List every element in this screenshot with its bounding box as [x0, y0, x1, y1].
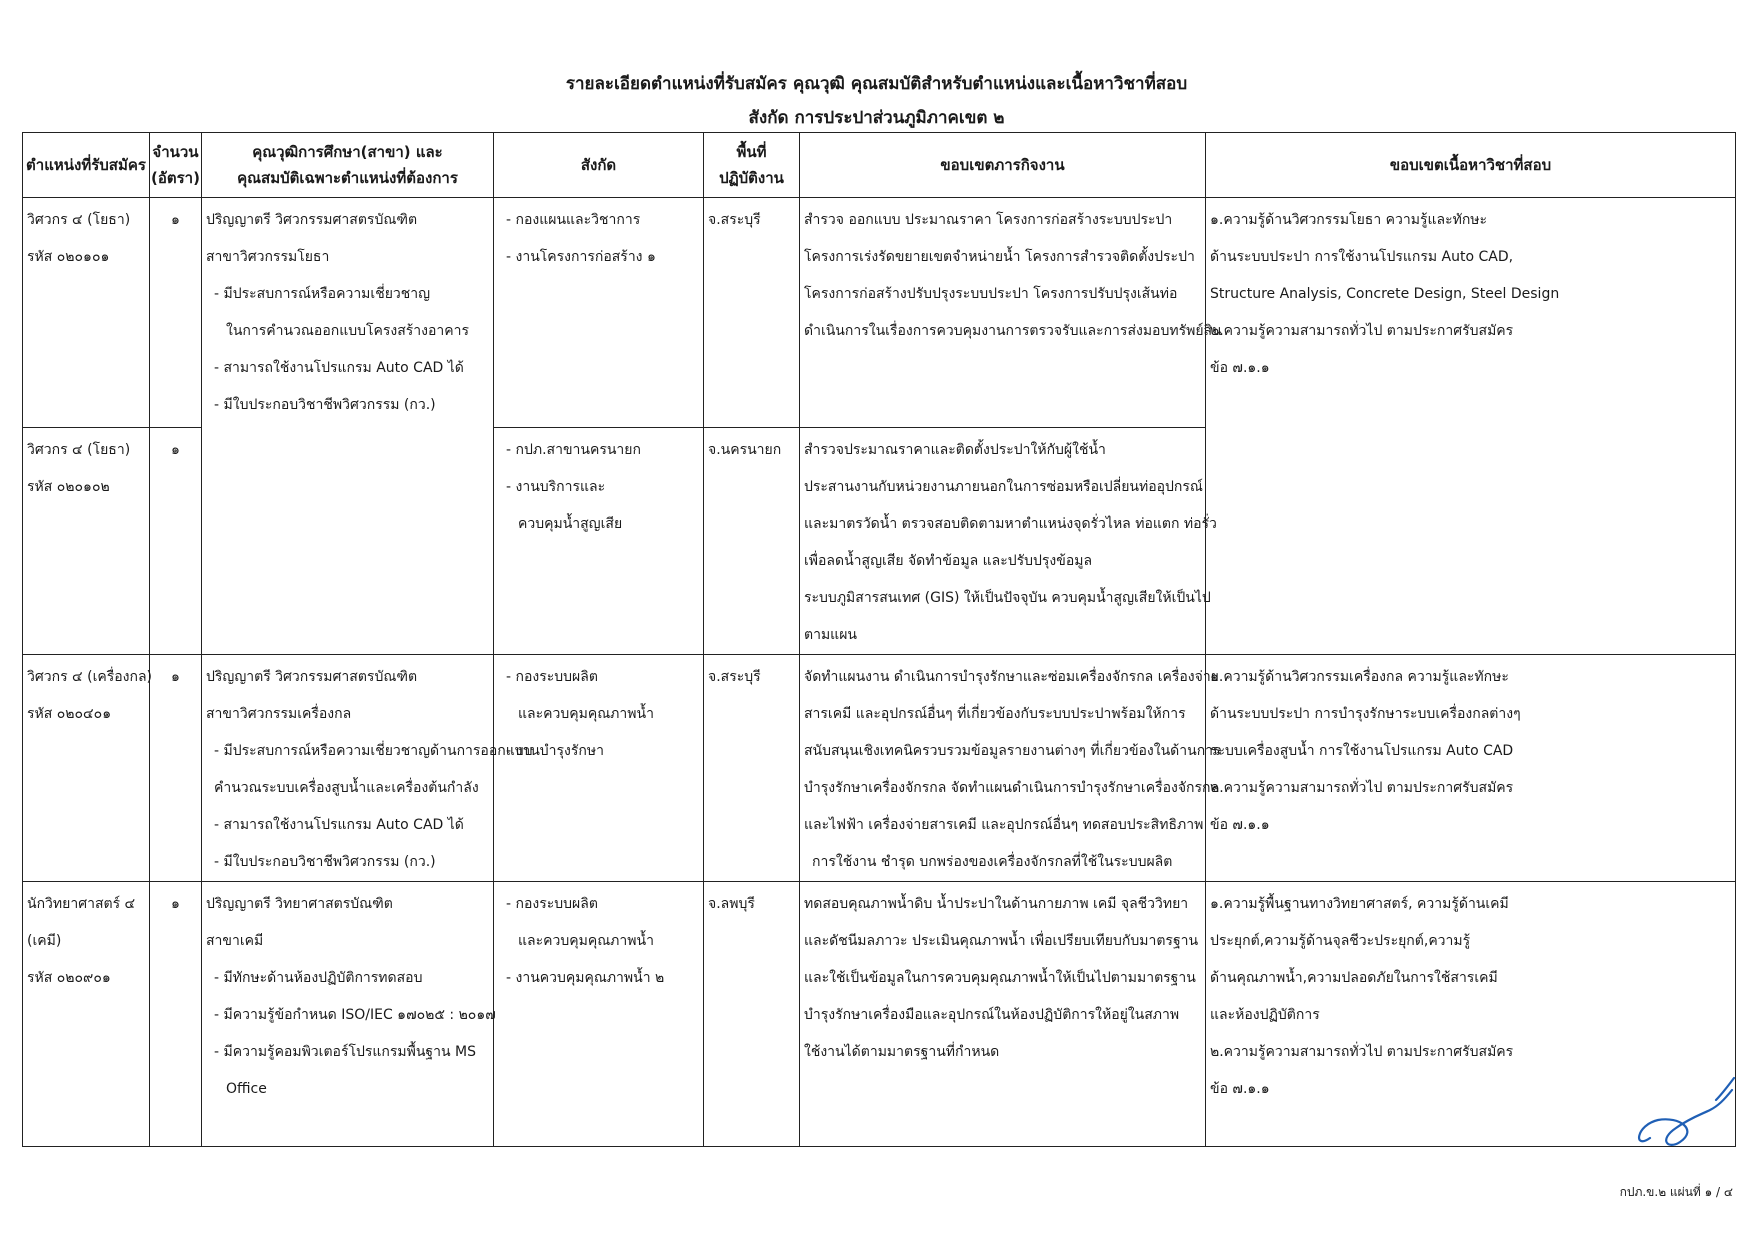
exam-cell: ๑.ความรู้ด้านวิศวกรรมโยธา ความรู้และทักษะ ด้านระบบประปา การใช้งานโปรแกรม Auto CAD, Structure Analysis, Concrete Design, Steel Design ๒.ความรู้ความสามารถทั่วไป ตามประกาศรับสมัคร ข้อ ๗.๑.๑ [1206, 198, 1736, 655]
positions-table [22, 132, 1736, 1147]
col-header-exam: ขอบเขตเนื้อหาวิชาที่สอบ [1206, 133, 1736, 198]
page-footer: กปภ.ข.๒ แผ่นที่ ๑ / ๔ [1619, 1185, 1733, 1199]
area-cell: จ.ลพบุรี [704, 882, 800, 1147]
table-row [23, 198, 1736, 428]
position-cell: นักวิทยาศาสตร์ ๔ (เคมี) รหัส ๐๒๐๙๐๑ [23, 882, 150, 1147]
count-cell: ๑ [150, 655, 202, 882]
document-subtitle: สังกัด การประปาส่วนภูมิภาคเขต ๒ [748, 108, 1005, 128]
col-header-qualification: คุณวุฒิการศึกษา(สาขา) และ คุณสมบัติเฉพาะตำแหน่งที่ต้องการ [202, 133, 494, 198]
area-cell: จ.นครนายก [704, 428, 800, 655]
area-cell: จ.สระบุรี [704, 655, 800, 882]
scope-cell: สำรวจ ออกแบบ ประมาณราคา โครงการก่อสร้างระบบประปา โครงการเร่งรัดขยายเขตจำหน่ายน้ำ โครงการสำรวจติดตั้งประปา โครงการก่อสร้างปรับปรุงระบบประปา โครงการปรับปรุงเส้นท่อ ดำเนินการในเรื่องการควบคุมงานการตรวจรับและการส่งมอบทรัพย์สิน [800, 198, 1206, 428]
unit-cell: - กองระบบผลิต และควบคุมคุณภาพน้ำ - งานควบคุมคุณภาพน้ำ ๒ [494, 882, 704, 1147]
unit-cell: - กองแผนและวิชาการ - งานโครงการก่อสร้าง ๑ [494, 198, 704, 428]
signature-mark [1628, 1070, 1738, 1155]
unit-cell: - กองระบบผลิต และควบคุมคุณภาพน้ำ - งานบำรุงรักษา [494, 655, 704, 882]
col-header-count: จำนวน (อัตรา) [150, 133, 202, 198]
position-cell: วิศวกร ๔ (เครื่องกล) รหัส ๐๒๐๔๐๑ [23, 655, 150, 882]
col-header-scope: ขอบเขตภารกิจงาน [800, 133, 1206, 198]
position-cell: วิศวกร ๔ (โยธา) รหัส ๐๒๐๑๐๑ [23, 198, 150, 428]
scope-cell: จัดทำแผนงาน ดำเนินการบำรุงรักษาและซ่อมเครื่องจักรกล เครื่องจ่าย สารเคมี และอุปกรณ์อื่นๆ ที่เกี่ยวข้องกับระบบประปาพร้อมให้การ สนับสนุนเชิงเทคนิครวบรวมข้อมูลรายงานต่างๆ ที่เกี่ยวข้องในด้านการ บำรุงรักษาเครื่องจักรกล จัดทำแผนดำเนินการบำรุงรักษาเครื่องจักรกล และไฟฟ้า เครื่องจ่ายสารเคมี และอุปกรณ์อื่นๆ ทดสอบประสิทธิภาพ การใช้งาน ชำรุด บกพร่องของเครื่องจักรกลที่ใช้ในระบบผลิต [800, 655, 1206, 882]
table-row [23, 882, 1736, 1147]
col-header-position: ตำแหน่งที่รับสมัคร [23, 133, 150, 198]
count-cell: ๑ [150, 882, 202, 1147]
table-row [23, 655, 1736, 882]
qualification-cell: ปริญญาตรี วิศวกรรมศาสตรบัณฑิต สาขาวิศวกรรมเครื่องกล - มีประสบการณ์หรือความเชี่ยวชาญด้านการออกแบบ คำนวณระบบเครื่องสูบน้ำและเครื่องต้นกำลัง - สามารถใช้งานโปรแกรม Auto CAD ได้ - มีใบประกอบวิชาชีพวิศวกรรม (กว.) [202, 655, 494, 882]
unit-cell: - กปภ.สาขานครนายก - งานบริการและ ควบคุมน้ำสูญเสีย [494, 428, 704, 655]
qualification-cell: ปริญญาตรี วิทยาศาสตรบัณฑิต สาขาเคมี - มีทักษะด้านห้องปฏิบัติการทดสอบ - มีความรู้ข้อกำหนด ISO/IEC ๑๗๐๒๕ : ๒๐๑๗ - มีความรู้คอมพิวเตอร์โปรแกรมพื้นฐาน MS Office [202, 882, 494, 1147]
exam-cell: ๑.ความรู้ด้านวิศวกรรมเครื่องกล ความรู้และทักษะ ด้านระบบประปา การบำรุงรักษาระบบเครื่องกลต่างๆ ระบบเครื่องสูบน้ำ การใช้งานโปรแกรม Auto CAD ๒.ความรู้ความสามารถทั่วไป ตามประกาศรับสมัคร ข้อ ๗.๑.๑ [1206, 655, 1736, 882]
scope-cell: สำรวจประมาณราคาและติดตั้งประปาให้กับผู้ใช้น้ำ ประสานงานกับหน่วยงานภายนอกในการซ่อมหรือเปลี่ยนท่ออุปกรณ์ และมาตรวัดน้ำ ตรวจสอบติดตามหาตำแหน่งจุดรั่วไหล ท่อแตก ท่อรั่ว เพื่อลดน้ำสูญเสีย จัดทำข้อมูล และปรับปรุงข้อมูล ระบบภูมิสารสนเทศ (GIS) ให้เป็นปัจจุบัน ควบคุมน้ำสูญเสียให้เป็นไป ตามแผน [800, 428, 1206, 655]
count-cell: ๑ [150, 198, 202, 428]
col-header-unit: สังกัด [494, 133, 704, 198]
col-header-area: พื้นที่ ปฏิบัติงาน [704, 133, 800, 198]
qualification-cell: ปริญญาตรี วิศวกรรมศาสตรบัณฑิต สาขาวิศวกรรมโยธา - มีประสบการณ์หรือความเชี่ยวชาญ ในการคำนวณออกแบบโครงสร้างอาคาร - สามารถใช้งานโปรแกรม Auto CAD ได้ - มีใบประกอบวิชาชีพวิศวกรรม (กว.) [202, 198, 494, 655]
document-title: รายละเอียดตำแหน่งที่รับสมัคร คุณวุฒิ คุณสมบัติสำหรับตำแหน่งและเนื้อหาวิชาที่สอบ [565, 74, 1188, 94]
scope-cell: ทดสอบคุณภาพน้ำดิบ น้ำประปาในด้านกายภาพ เคมี จุลชีววิทยา และดัชนีมลภาวะ ประเมินคุณภาพน้ำ เพื่อเปรียบเทียบกับมาตรฐาน และใช้เป็นข้อมูลในการควบคุมคุณภาพน้ำให้เป็นไปตามมาตรฐาน บำรุงรักษาเครื่องมือและอุปกรณ์ในห้องปฏิบัติการให้อยู่ในสภาพ ใช้งานได้ตามมาตรฐานที่กำหนด [800, 882, 1206, 1147]
table-header-row [23, 133, 1736, 198]
position-cell: วิศวกร ๔ (โยธา) รหัส ๐๒๐๑๐๒ [23, 428, 150, 655]
count-cell: ๑ [150, 428, 202, 655]
area-cell: จ.สระบุรี [704, 198, 800, 428]
exam-cell: ๑.ความรู้พื้นฐานทางวิทยาศาสตร์, ความรู้ด้านเคมี ประยุกต์,ความรู้ด้านจุลชีวะประยุกต์,ความรู้ ด้านคุณภาพน้ำ,ความปลอดภัยในการใช้สารเคมี และห้องปฏิบัติการ ๒.ความรู้ความสามารถทั่วไป ตามประกาศรับสมัคร ข้อ ๗.๑.๑ [1206, 882, 1736, 1147]
